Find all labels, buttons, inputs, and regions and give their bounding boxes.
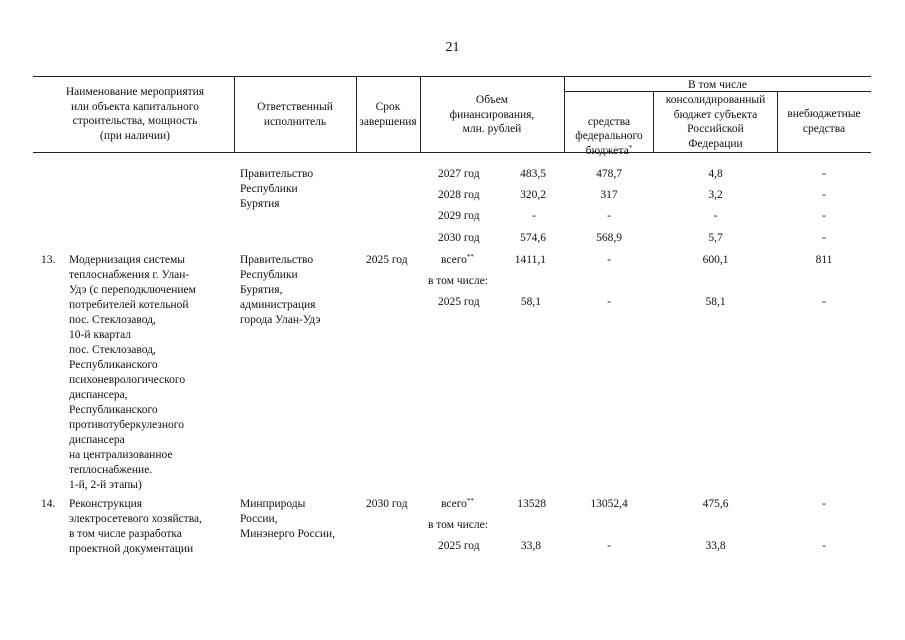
col-divider bbox=[653, 91, 654, 152]
total-label-text: всего bbox=[441, 498, 467, 510]
row-name: Модернизация системы теплоснабжения г. Улан- Удэ (с переподключением потребителей котельной пос. Стеклозавод, 10-й квартал пос. Стеклозавод, Республиканского психоневрологического диспансера, Республиканского противотуберкулезного диспансера на централизованное теплоснабжение. 1-й, 2-й этапы) bbox=[69, 254, 196, 491]
federal-value: - bbox=[607, 210, 611, 222]
federal-value: 478,7 bbox=[596, 168, 622, 180]
total-value: 483,5 bbox=[520, 168, 546, 180]
total-label bbox=[441, 497, 474, 512]
footnote-mark: * bbox=[628, 143, 633, 152]
col-divider bbox=[777, 91, 778, 152]
row-executor: Правительство Республики Бурятия bbox=[240, 168, 314, 210]
federal-value: 568,9 bbox=[596, 232, 622, 244]
year-label: 2025 год bbox=[438, 296, 480, 308]
row-name: Реконструкция электросетевого хозяйства, в том числе разработка проектной документации bbox=[69, 498, 203, 555]
header-col-deadline: Срок завершения bbox=[359, 101, 417, 128]
header-col-name: Наименование мероприятия или объекта капитального строительства, мощность (при наличии) bbox=[65, 86, 205, 142]
including-label: в том числе: bbox=[428, 519, 488, 531]
year-label: 2030 год bbox=[438, 232, 480, 244]
extra-value: 811 bbox=[815, 254, 833, 266]
extra-value: - bbox=[822, 232, 826, 244]
regional-value: 475,6 bbox=[702, 498, 729, 510]
header-col-including: В том числе bbox=[688, 79, 747, 91]
row-executor: Правительство Республики Бурятия, администрация города Улан-Удэ bbox=[240, 254, 321, 326]
regional-value: 33,8 bbox=[705, 540, 726, 552]
row-deadline: 2025 год bbox=[366, 254, 408, 266]
row-executor: Минприроды России, Минэнерго России, bbox=[240, 498, 336, 540]
footnote-mark: ** bbox=[466, 253, 474, 261]
including-label: в том числе: bbox=[428, 275, 488, 287]
header-bottom-rule bbox=[33, 152, 871, 153]
federal-value: - bbox=[607, 254, 611, 266]
federal-value: 13052,4 bbox=[590, 498, 628, 510]
header-col-federal bbox=[566, 100, 652, 158]
extra-value: - bbox=[822, 540, 826, 552]
total-value: - bbox=[532, 210, 536, 222]
extra-value: - bbox=[822, 168, 826, 180]
year-label: 2029 год bbox=[438, 210, 480, 222]
federal-value: - bbox=[607, 540, 611, 552]
total-value: 1411,1 bbox=[514, 254, 546, 266]
header-col-federal-text: средства федерального бюджета bbox=[575, 115, 643, 157]
year-label: 2025 год bbox=[438, 540, 480, 552]
total-value: 574,6 bbox=[520, 232, 546, 244]
row-number: 13. bbox=[41, 254, 56, 266]
regional-value: 3,2 bbox=[708, 189, 723, 201]
regional-value: 5,7 bbox=[708, 232, 723, 244]
header-col-regional: консолидированный бюджет субъекта Российской Федерации bbox=[665, 94, 766, 150]
row-deadline: 2030 год bbox=[366, 498, 408, 510]
col-divider bbox=[234, 76, 235, 152]
total-value: 33,8 bbox=[520, 540, 541, 552]
regional-value: 4,8 bbox=[708, 168, 723, 180]
header-col-executor: Ответственный исполнитель bbox=[257, 101, 333, 128]
page-number: 21 bbox=[445, 40, 460, 55]
regional-value: 600,1 bbox=[702, 254, 729, 266]
row-number: 14. bbox=[41, 498, 56, 510]
year-label: 2027 год bbox=[438, 168, 480, 180]
extra-value: - bbox=[822, 189, 826, 201]
footnote-mark: ** bbox=[466, 497, 474, 505]
total-value: 320,2 bbox=[520, 189, 546, 201]
header-col-volume: Объем финансирования, млн. рублей bbox=[449, 94, 535, 135]
header-col-extra: внебюджетные средства bbox=[787, 108, 861, 135]
federal-value: 317 bbox=[600, 189, 618, 201]
header-top-rule bbox=[33, 76, 871, 77]
federal-value: - bbox=[607, 296, 611, 308]
regional-value: - bbox=[713, 210, 718, 222]
total-label-text: всего bbox=[441, 254, 467, 266]
regional-value: 58,1 bbox=[705, 296, 726, 308]
col-divider bbox=[564, 76, 565, 152]
col-divider bbox=[420, 76, 421, 152]
total-value: 13528 bbox=[517, 498, 546, 510]
extra-value: - bbox=[822, 296, 826, 308]
extra-value: - bbox=[822, 210, 826, 222]
col-divider bbox=[356, 76, 357, 152]
total-value: 58,1 bbox=[520, 296, 541, 308]
extra-value: - bbox=[822, 498, 826, 510]
year-label: 2028 год bbox=[438, 189, 480, 201]
total-label bbox=[441, 253, 474, 268]
